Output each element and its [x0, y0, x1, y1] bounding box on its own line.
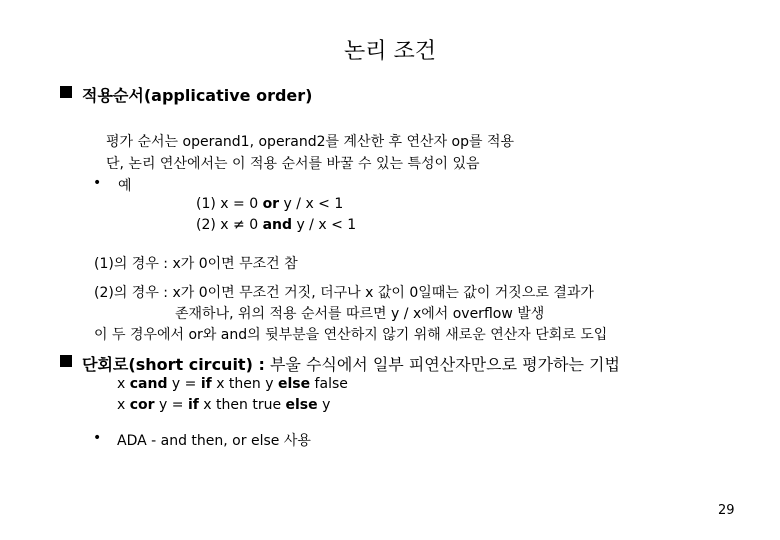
- section1-line2: 단, 논리 연산에서는 이 적용 순서를 바꿀 수 있는 특성이 있음: [106, 156, 480, 172]
- example-1: [196, 196, 343, 212]
- ada-note-suffix: 사용: [279, 433, 311, 449]
- example-2-operator: and: [262, 217, 292, 233]
- section1-heading: [82, 83, 312, 106]
- bullet-dot: •: [93, 175, 102, 191]
- section2-heading-korean: 단회로: [82, 355, 129, 374]
- code1-keyword: if: [200, 376, 212, 392]
- section2-heading-english: (short circuit) :: [128, 355, 265, 374]
- code2-keyword: else: [285, 397, 318, 413]
- page-number: 29: [718, 503, 735, 518]
- example-1-prefix: (1) x = 0: [196, 196, 263, 212]
- section-bullet-square: [60, 86, 72, 98]
- bullet-dot: •: [93, 430, 102, 446]
- example-2-suffix: y / x < 1: [292, 217, 357, 233]
- example-1-suffix: y / x < 1: [279, 196, 344, 212]
- code2-part: y: [317, 397, 331, 413]
- page-title: 논리 조건: [343, 39, 436, 64]
- section-bullet-square: [60, 355, 72, 367]
- case-2-line1: (2)의 경우 : x가 0이면 무조건 거짓, 더구나 x 값이 0일때는 값이 거짓으로 결과가: [94, 285, 594, 301]
- case-2-line2: 존재하나, 위의 적용 순서를 따르면 y / x에서 overflow 발생: [175, 306, 545, 322]
- code1-keyword: cand: [129, 376, 168, 392]
- section2-heading-desc: 부울 수식에서 일부 피연산자만으로 평가하는 기법: [264, 355, 620, 374]
- code2-part: x then true: [198, 397, 286, 413]
- code1-part: x: [117, 376, 130, 392]
- section1-heading-english: (applicative order): [143, 86, 313, 105]
- section1-heading-korean: 적용순서: [82, 86, 144, 105]
- example-1-operator: or: [262, 196, 280, 212]
- conclusion: 이 두 경우에서 or와 and의 뒷부분을 연산하지 않기 위해 새로운 연산자 단회로 도입: [94, 327, 608, 343]
- code-line-cand: [117, 376, 348, 392]
- code1-keyword: else: [277, 376, 311, 392]
- code1-part: false: [310, 376, 348, 392]
- case-1: (1)의 경우 : x가 0이면 무조건 참: [94, 256, 298, 272]
- code-line-cor: [117, 397, 330, 413]
- code1-part: x then y: [211, 376, 278, 392]
- example-label: 예: [118, 178, 132, 194]
- ada-note-text: ADA - and then, or else: [117, 433, 280, 449]
- code2-part: x: [117, 397, 130, 413]
- code1-part: y =: [167, 376, 201, 392]
- code2-part: y =: [154, 397, 188, 413]
- section2-heading: [82, 352, 620, 375]
- example-2-prefix: (2) x ≠ 0: [196, 217, 263, 233]
- section1-line1: 평가 순서는 operand1, operand2를 계산한 후 연산자 op를 적용: [106, 134, 515, 150]
- code2-keyword: if: [187, 397, 199, 413]
- ada-note: [117, 430, 311, 450]
- code2-keyword: cor: [129, 397, 155, 413]
- example-2: [196, 217, 356, 233]
